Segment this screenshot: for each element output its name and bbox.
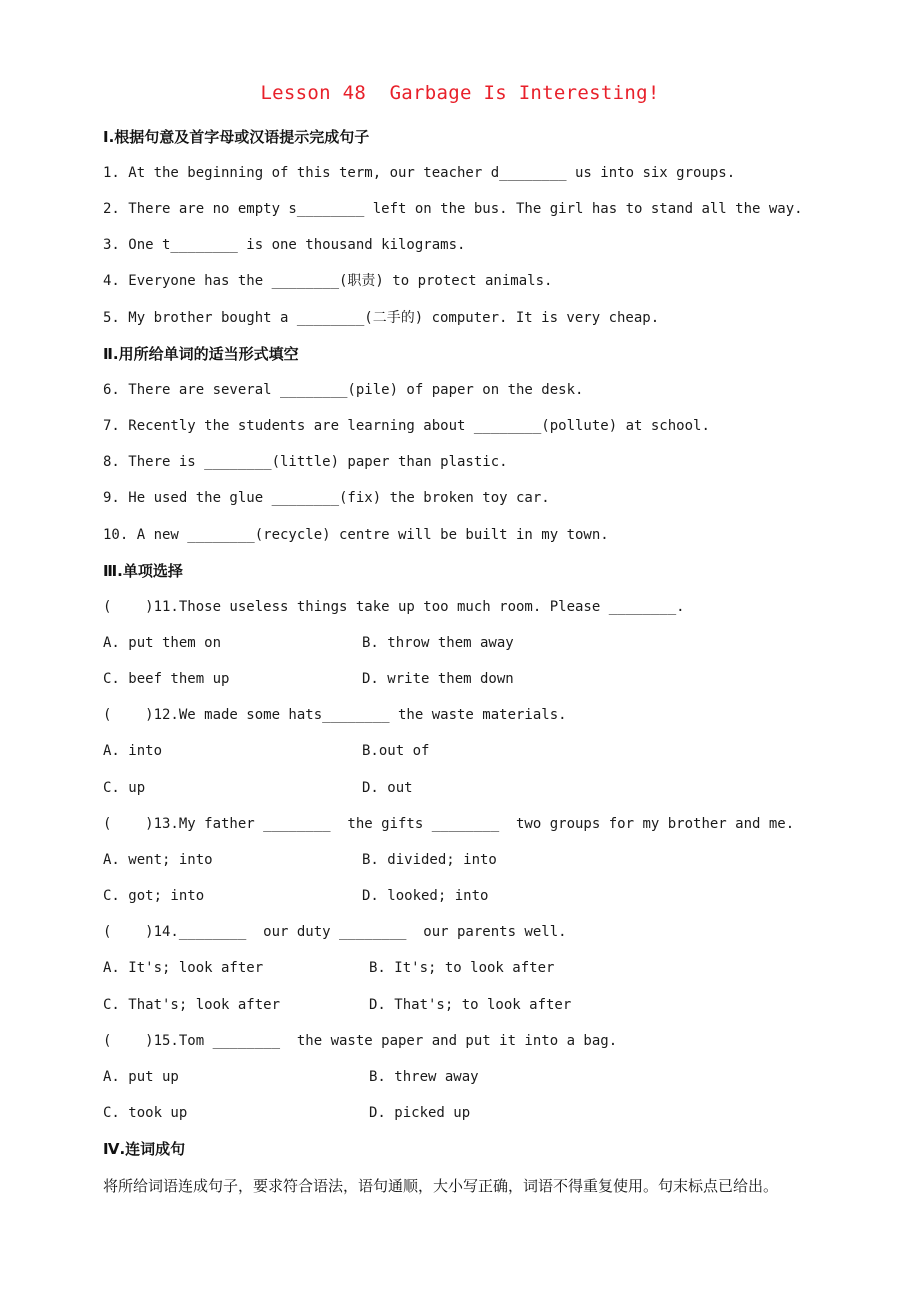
question-12-option-b: B.out of [362,743,430,759]
question-13-option-b: B. divided; into [362,852,497,868]
question-14-option-c: C. That's; look after [103,997,281,1013]
section-2-heading: Ⅱ.用所给单词的适当形式填空 [103,345,299,363]
question-2: 2. There are no empty s________ left on the bus. The girl has to stand all the way. [103,201,803,217]
question-14-option-b: B. It's; to look after [369,960,555,976]
question-14-option-a: A. It's; look after [103,960,264,976]
section-3-heading: Ⅲ.单项选择 [103,562,183,580]
question-15-option-d: D. picked up [369,1105,471,1121]
question-7: 7. Recently the students are learning about ________(pollute) at school. [103,418,710,434]
section-4-instruction: 将所给词语连成句子，要求符合语法，语句通顺，大小写正确，词语不得重复使用。句末标点已给出。 [103,1177,779,1195]
question-15-option-c: C. took up [103,1105,188,1121]
question-12-option-c: C. up [103,780,146,796]
question-10: 10. A new ________(recycle) centre will be built in my town. [103,527,609,543]
question-15-option-b: B. threw away [369,1069,479,1085]
question-8: 8. There is ________(little) paper than plastic. [103,454,508,470]
question-15-option-a: A. put up [103,1069,179,1085]
question-12-option-d: D. out [362,780,413,796]
question-4: 4. Everyone has the ________(职责) to protect animals. [103,273,553,289]
question-11-stem: ( )11.Those useless things take up too much room. Please ________. [103,599,685,615]
question-11-option-b: B. throw them away [362,635,514,651]
question-11-option-c: C. beef them up [103,671,230,687]
question-12-option-a: A. into [103,743,163,759]
question-14-stem: ( )14.________ our duty ________ our parents well. [103,924,567,940]
question-1: 1. At the beginning of this term, our teacher d________ us into six groups. [103,165,736,181]
section-4-heading: Ⅳ.连词成句 [103,1140,186,1158]
question-15-stem: ( )15.Tom ________ the waste paper and put it into a bag. [103,1033,618,1049]
question-13-stem: ( )13.My father ________ the gifts ________ two groups for my brother and me. [103,816,795,832]
question-12-stem: ( )12.We made some hats________ the waste materials. [103,707,567,723]
question-13-option-c: C. got; into [103,888,205,904]
question-3: 3. One t________ is one thousand kilograms. [103,237,466,253]
question-14-option-d: D. That's; to look after [369,997,572,1013]
question-11-option-d: D. write them down [362,671,514,687]
question-13-option-a: A. went; into [103,852,213,868]
question-6: 6. There are several ________(pile) of paper on the desk. [103,382,584,398]
question-5: 5. My brother bought a ________(二手的) computer. It is very cheap. [103,310,660,326]
question-13-option-d: D. looked; into [362,888,489,904]
section-1-heading: Ⅰ.根据句意及首字母或汉语提示完成句子 [103,128,370,146]
question-11-option-a: A. put them on [103,635,222,651]
page-title: Lesson 48 Garbage Is Interesting! [260,82,660,104]
question-9: 9. He used the glue ________(fix) the broken toy car. [103,490,550,506]
